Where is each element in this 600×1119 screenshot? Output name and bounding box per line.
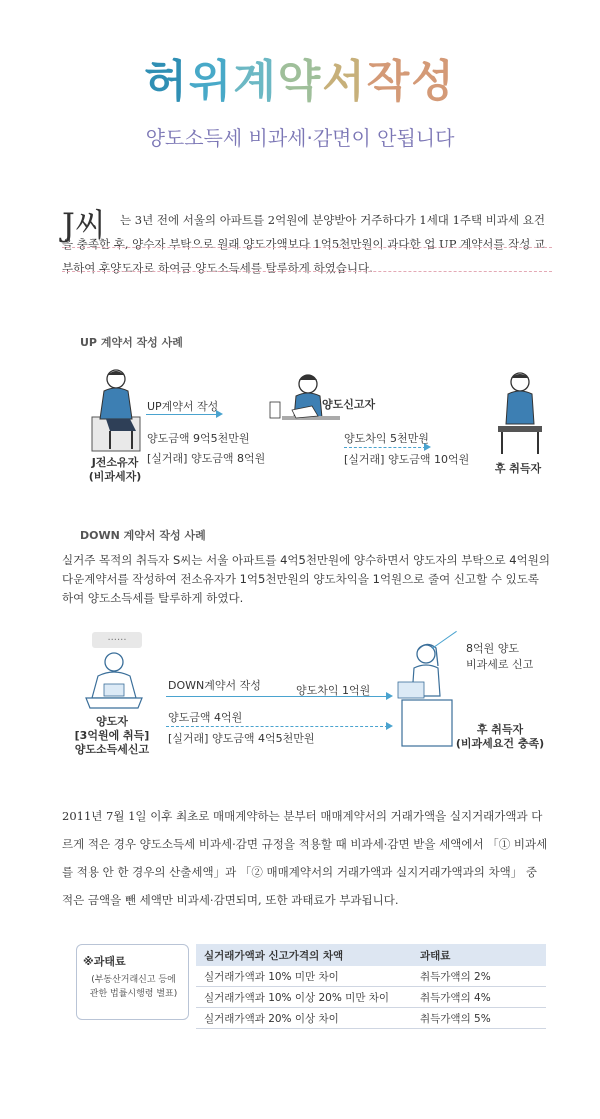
sitting-person-illustration xyxy=(78,650,150,712)
table-cell: 취득가액의 4% xyxy=(412,987,546,1008)
down-arrow2-sub2: [실거래] 양도금액 4억5천만원 xyxy=(168,732,315,745)
title-char: 계 xyxy=(233,56,278,107)
seller-label: 양도자 [3억원에 취득] 양도소득세신고 xyxy=(74,715,150,756)
intro-paragraph: 는 3년 전에 서울의 아파트를 2억원에 분양받아 거주하다가 1세대 1주택 비과세 요건을 충족한 후, 양수자 부탁으로 원래 양도가액보다 1억5천만원이 과다한 업 UP 계약서를 작성 교부하여 후양도자로 하여금 양도소득세를 탈루하게 하였습니다. xyxy=(62,213,546,275)
up-buyer-label: 후 취득자 xyxy=(494,462,542,475)
title-char: 위 xyxy=(188,56,234,107)
page-subtitle: 양도소득세 비과세·감면이 안됩니다 xyxy=(145,126,455,150)
table-header-row xyxy=(196,944,546,966)
seated-buyer-illustration xyxy=(488,368,548,458)
down-note: 8억원 양도 비과세로 신고 xyxy=(466,642,534,671)
summary-paragraph: 2011년 7월 1일 이후 최초로 매매계약하는 분부터 매매계약서의 거래가액을 실지거래가액과 다르게 적은 경우 양도소득세 비과세·감면 규정을 적용할 때 비과세·감면 받을 세액에서 「① 비과세를 적용 안 한 경우의 산출세액」과 「② 매매계약서의 거래가액과 실지거래가액과의 차액」 중 적은 금액을 뺀 세액만 비과세·감면되며, 또한 과태료가 부과됩니다. xyxy=(62,809,548,907)
fee-box xyxy=(76,944,189,1020)
up-arrow1-line xyxy=(146,414,218,415)
down-arrow2-sub1: 양도금액 4억원 xyxy=(168,711,243,724)
down-paragraph: 실거주 목적의 취득자 S씨는 서울 아파트를 4억5천만원에 양수하면서 양도자의 부탁으로 4억원의 다운계약서를 작성하여 전소유자가 1억5천만원의 양도차익을 1억원으로 줄여 신고할 수 있도록 하여 양도소득세를 탈루하게 하였다. xyxy=(62,553,550,605)
table-row xyxy=(196,1008,546,1029)
intro-divider xyxy=(62,271,552,272)
seated-man-illustration xyxy=(80,365,150,455)
table-cell: 실거래가액과 10% 이상 20% 미만 차이 xyxy=(196,987,412,1008)
title-char: 허 xyxy=(144,56,189,107)
down-arrow2-line xyxy=(166,726,388,727)
table-cell: 실거래가액과 10% 미만 차이 xyxy=(196,966,412,987)
title-char: 서 xyxy=(322,56,367,107)
up-arrow1-sub1: 양도금액 9억5천만원 xyxy=(147,432,250,445)
up-arrow2-line xyxy=(344,447,426,448)
speech-bubble: ...... xyxy=(92,632,142,648)
down-arrow1-label: DOWN계약서 작성 xyxy=(168,679,261,692)
intro-divider xyxy=(62,247,552,248)
page-title xyxy=(0,52,600,112)
down-section-title: DOWN 계약서 작성 사례 xyxy=(80,529,206,542)
up-arrow1-label: UP계약서 작성 xyxy=(147,400,219,413)
down-buyer-label: 후 취득자 (비과세요건 충족) xyxy=(455,723,545,750)
table-cell: 취득가액의 2% xyxy=(412,966,546,987)
arrow-right-icon xyxy=(216,410,223,418)
up-section-title: UP 계약서 작성 사례 xyxy=(80,336,183,349)
up-arrow2-sub2: [실거래] 양도금액 10억원 xyxy=(344,453,470,466)
fee-table xyxy=(196,944,546,1029)
owner-label: J전소유자 (비과세자) xyxy=(88,456,142,483)
intro-initial: J씨 xyxy=(62,206,106,244)
title-char: 작성 xyxy=(366,56,456,107)
fee-box-sub: (부동산거래신고 등에 관한 법률시행령 별표) xyxy=(89,975,178,999)
table-row xyxy=(196,966,546,987)
title-char: 약 xyxy=(277,56,323,107)
up-arrow1-sub2: [실거래] 양도금액 8억원 xyxy=(147,452,266,465)
gain-label: 양도차익 1억원 xyxy=(296,684,371,697)
up-arrow2-sub1: 양도차익 5천만원 xyxy=(344,432,429,445)
fee-box-title: ※과태료 xyxy=(83,955,126,968)
table-header: 과태료 xyxy=(412,944,546,966)
table-cell: 실거래가액과 20% 이상 차이 xyxy=(196,1008,412,1029)
arrow-right-icon xyxy=(424,443,431,451)
table-row xyxy=(196,987,546,1008)
reporter-label: 양도신고자 xyxy=(322,398,376,411)
table-header: 실거래가액과 신고가격의 차액 xyxy=(196,944,412,966)
table-cell: 취득가액의 5% xyxy=(412,1008,546,1029)
